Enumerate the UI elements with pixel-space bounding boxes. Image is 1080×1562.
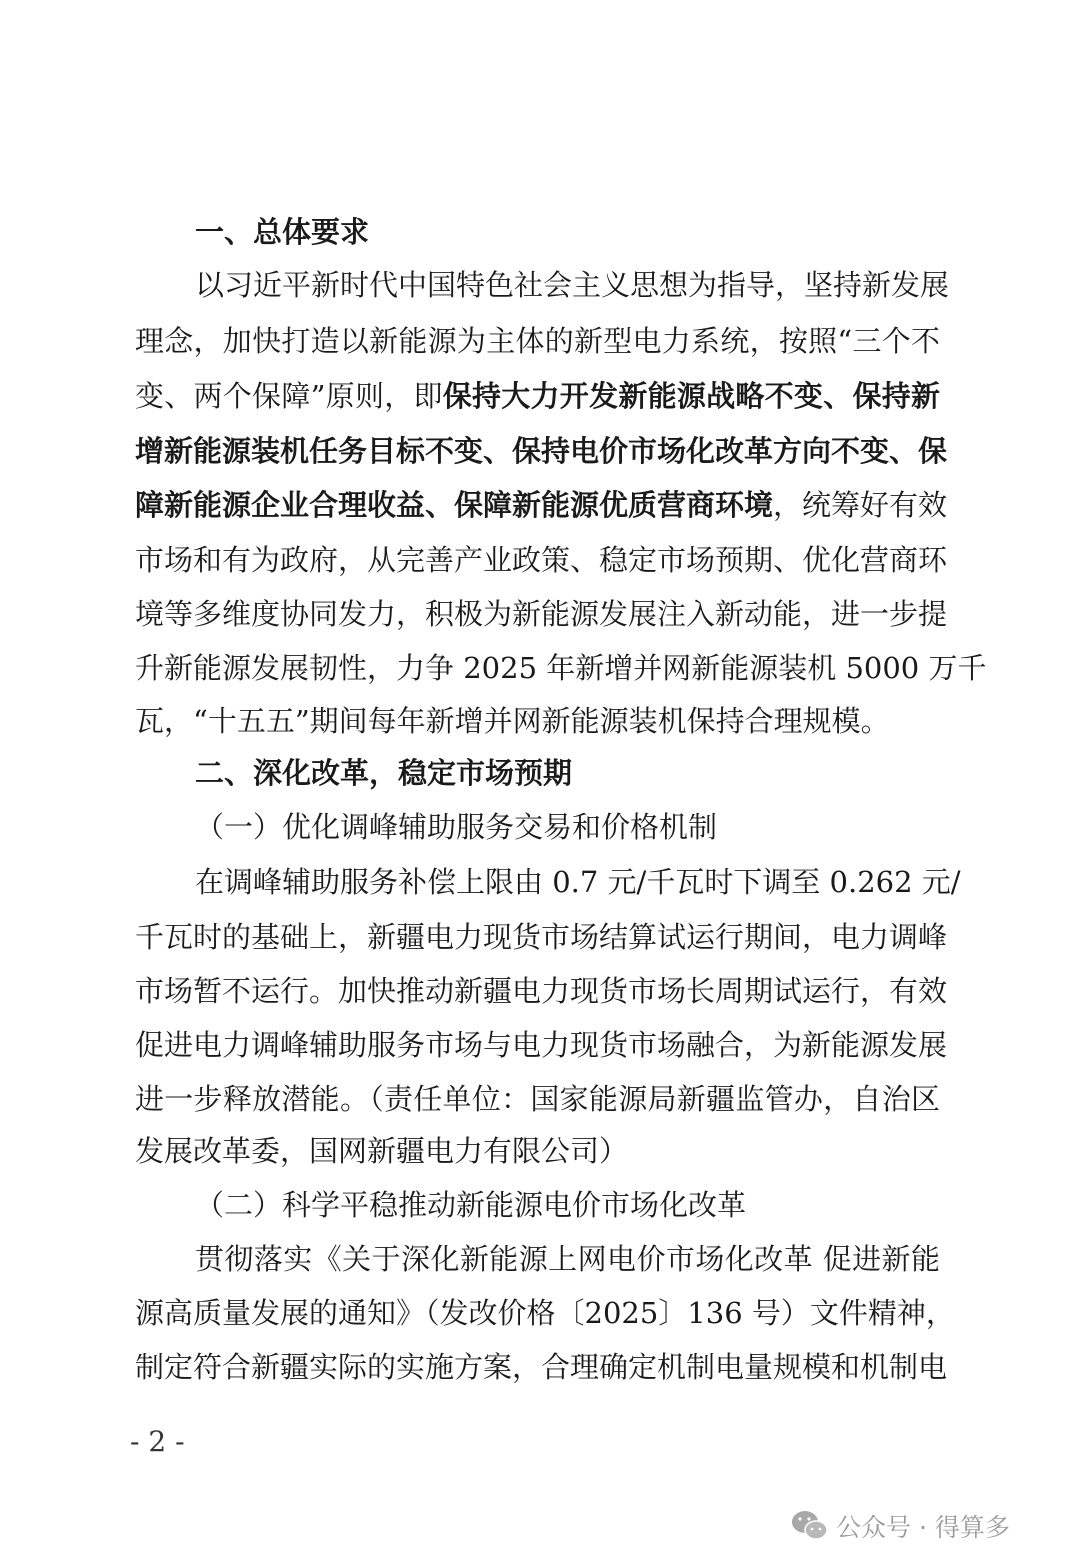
text-line xyxy=(135,594,948,634)
text-segment: 贯彻落实《关于深化新能源上网电价市场化改革 促进新能 xyxy=(195,1242,940,1276)
text-segment: 境等多维度协同发力，积极为新能源发展注入新动能，进一步提 xyxy=(135,597,948,631)
text-line xyxy=(135,1025,948,1065)
text-segment: ，统筹好有效 xyxy=(773,488,948,522)
text-segment: 一、总体要求 xyxy=(195,215,370,249)
page-number: - 2 - xyxy=(130,1425,185,1458)
text-line xyxy=(135,1131,940,1171)
text-segment: 理念，加快打造以新能源为主体的新型电力系统，按照“三个不 xyxy=(135,324,940,358)
text-segment: 发展改革委，国网新疆电力有限公司） xyxy=(135,1134,629,1168)
text-segment: 进一步释放潜能。（责任单位：国家能源局新疆监管办，自治区 xyxy=(135,1082,940,1116)
text-segment: 变、两个保障”原则，即 xyxy=(135,379,443,413)
text-segment: （二）科学平稳推动新能源电价市场化改革 xyxy=(195,1188,747,1222)
text-line xyxy=(195,265,950,305)
text-line xyxy=(135,1293,955,1333)
watermark-text: 公众号 · 得算多 xyxy=(836,1513,1010,1542)
section-heading xyxy=(195,212,940,252)
bold-text: 障新能源企业合理收益、保障新能源优质营商环境 xyxy=(135,488,774,522)
text-line xyxy=(135,431,948,471)
text-line xyxy=(135,485,948,525)
text-line xyxy=(195,862,961,902)
text-segment: 促进电力调峰辅助服务市场与电力现货市场融合，为新能源发展 xyxy=(135,1028,948,1062)
bold-text: 增新能源装机任务目标不变、保持电价市场化改革方向不变、保 xyxy=(135,434,948,468)
text-line xyxy=(135,540,948,580)
text-segment: 市场和有为政府，从完善产业政策、稳定市场预期、优化营商环 xyxy=(135,543,948,577)
bold-text: 保持大力开发新能源战略不变、保持新 xyxy=(442,379,940,413)
text-line xyxy=(195,807,940,847)
text-line xyxy=(135,321,940,361)
text-line xyxy=(135,648,987,688)
text-segment: 市场暂不运行。加快推动新疆电力现货市场长周期试运行，有效 xyxy=(135,974,948,1008)
text-segment: 在调峰辅助服务补偿上限由 0.7 元/千瓦时下调至 0.262 元/ xyxy=(195,865,961,899)
section-heading xyxy=(195,753,940,793)
text-segment: （一）优化调峰辅助服务交易和价格机制 xyxy=(195,810,718,844)
text-line xyxy=(195,1185,940,1225)
text-segment: 瓦，“十五五”期间每年新增并网新能源装机保持合理规模。 xyxy=(135,704,890,738)
text-segment: 升新能源发展韧性，力争 2025 年新增并网新能源装机 5000 万千 xyxy=(135,651,987,685)
text-segment: 制定符合新疆实际的实施方案，合理确定机制电量规模和机制电 xyxy=(135,1350,948,1384)
text-segment: 以习近平新时代中国特色社会主义思想为指导，坚持新发展 xyxy=(195,268,950,302)
text-segment: 源高质量发展的通知》（发改价格〔2025〕136 号）文件精神， xyxy=(135,1296,955,1330)
text-segment: 千瓦时的基础上，新疆电力现货市场结算试运行期间，电力调峰 xyxy=(135,920,948,954)
text-line xyxy=(135,917,948,957)
text-line xyxy=(135,971,948,1011)
text-line xyxy=(135,701,940,741)
text-line xyxy=(195,1239,940,1279)
watermark xyxy=(790,1508,1010,1544)
wechat-icon xyxy=(790,1508,830,1544)
text-segment: 二、深化改革，稳定市场预期 xyxy=(195,756,573,790)
text-line xyxy=(135,376,940,416)
text-line xyxy=(135,1079,940,1119)
text-line xyxy=(135,1347,948,1387)
